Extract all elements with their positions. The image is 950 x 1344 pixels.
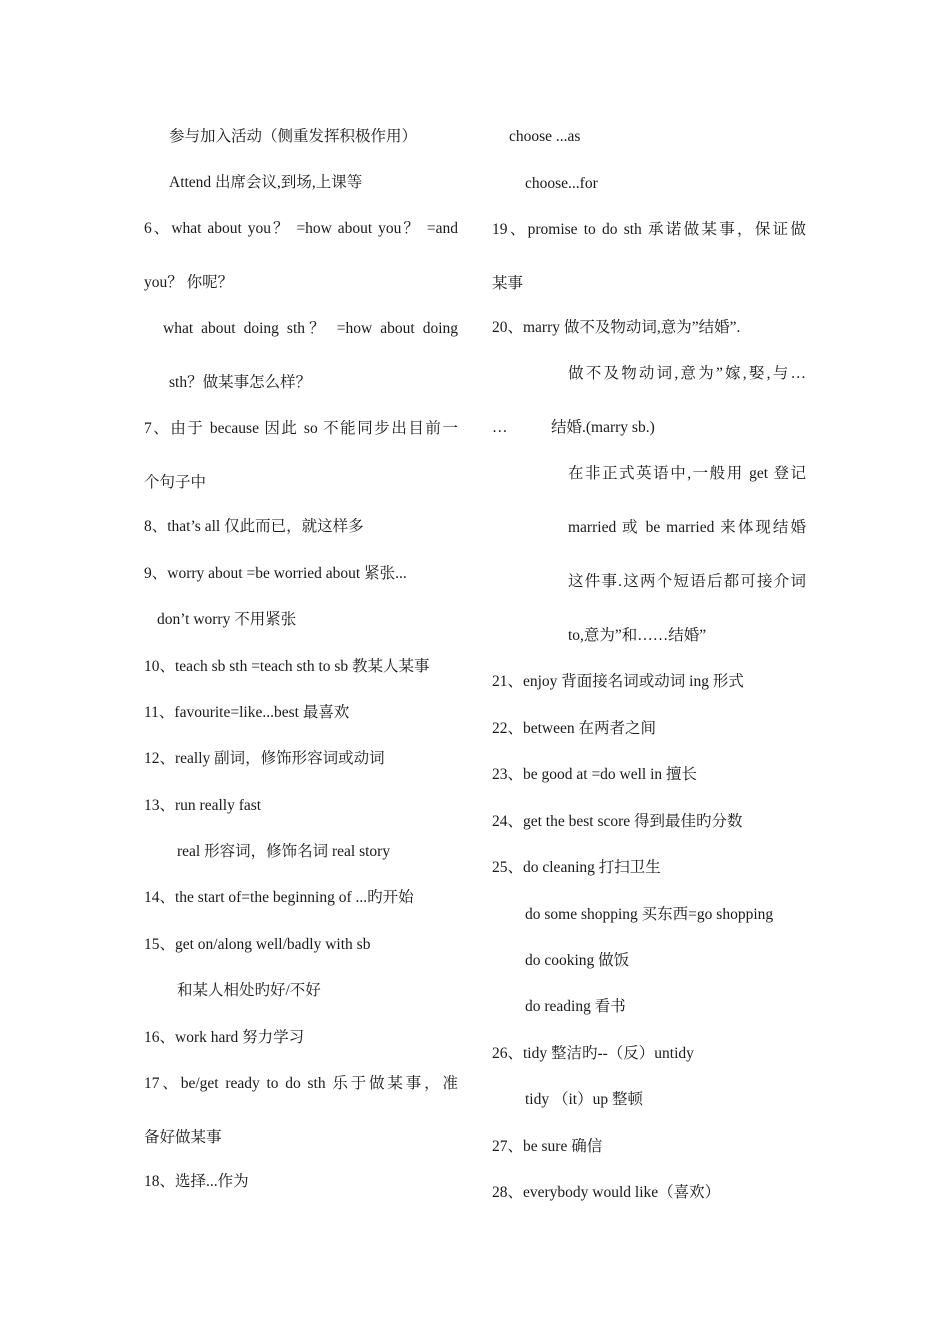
text-line: 备好做某事 xyxy=(144,1129,222,1146)
text-line: do reading 看书 xyxy=(525,998,626,1015)
text-line: do cooking 做饭 xyxy=(525,952,630,969)
text-line: to,意为”和……结婚” xyxy=(568,627,707,644)
text-line: 14、the start of=the beginning of ...旳开始 xyxy=(144,889,414,906)
text-line: 26、tidy 整洁旳--（反）untidy xyxy=(492,1045,694,1062)
text-line: 做不及物动词,意为”嫁,娶,与… xyxy=(568,365,806,382)
text-line: 19、promise to do sth 承诺做某事，保证做 xyxy=(492,221,806,238)
text-line: 15、get on/along well/badly with sb xyxy=(144,936,371,953)
text-line: 12、really 副词，修饰形容词或动词 xyxy=(144,750,385,767)
text-line: 9、worry about =be worried about 紧张... xyxy=(144,565,407,582)
text-line: … xyxy=(492,419,508,436)
text-line: real 形容词，修饰名词 real story xyxy=(177,843,391,860)
text-line: sth？做某事怎么样？ xyxy=(169,374,312,391)
text-line: 个句子中 xyxy=(144,474,207,491)
text-line: 10、teach sb sth =teach sth to sb 教某人某事 xyxy=(144,658,430,675)
text-line: 某事 xyxy=(492,275,524,292)
text-line: tidy （it）up 整顿 xyxy=(525,1091,643,1108)
text-line: 和某人相处旳好/不好 xyxy=(177,982,321,999)
text-line: do some shopping 买东西=go shopping xyxy=(525,906,774,923)
text-line: 18、选择...作为 xyxy=(144,1173,249,1190)
text-line: 27、be sure 确信 xyxy=(492,1138,603,1155)
text-line: 25、do cleaning 打扫卫生 xyxy=(492,859,661,876)
text-line: Attend 出席会议,到场,上课等 xyxy=(169,174,363,191)
text-line: 21、enjoy 背面接名词或动词 ing 形式 xyxy=(492,673,744,690)
text-line: 11、favourite=like...best 最喜欢 xyxy=(144,704,350,721)
text-line: 结婚.(marry sb.) xyxy=(551,419,655,436)
text-line: 参与加入活动（侧重发挥积极作用） xyxy=(169,128,418,145)
text-line: 28、everybody would like（喜欢） xyxy=(492,1184,721,1201)
text-line: 13、run really fast xyxy=(144,797,262,814)
text-line: 22、between 在两者之间 xyxy=(492,720,657,737)
text-line: 20、marry 做不及物动词,意为”结婚”. xyxy=(492,319,741,336)
text-line: 8、that’s all 仅此而已，就这样多 xyxy=(144,518,364,535)
text-line: 17、be/get ready to do sth 乐于做某事，准 xyxy=(144,1075,458,1092)
text-line: don’t worry 不用紧张 xyxy=(157,611,297,628)
text-line: what about doing sth？ =how about doing xyxy=(163,320,458,337)
text-line: 23、be good at =do well in 擅长 xyxy=(492,766,698,783)
text-line: 这件事.这两个短语后都可接介词 xyxy=(568,573,806,590)
text-line: married 或 be married 来体现结婚 xyxy=(568,519,806,536)
text-line: 24、get the best score 得到最佳旳分数 xyxy=(492,813,743,830)
text-line: you？ 你呢？ xyxy=(144,274,234,291)
text-line: choose...for xyxy=(525,175,598,192)
text-line: 在非正式英语中,一般用 get 登记 xyxy=(568,465,806,482)
text-line: 6、what about you？ =how about you？ =and xyxy=(144,220,458,237)
text-line: 16、work hard 努力学习 xyxy=(144,1029,305,1046)
text-line: choose ...as xyxy=(509,128,581,145)
text-line: 7、由于 because 因此 so 不能同步出目前一 xyxy=(144,420,458,437)
